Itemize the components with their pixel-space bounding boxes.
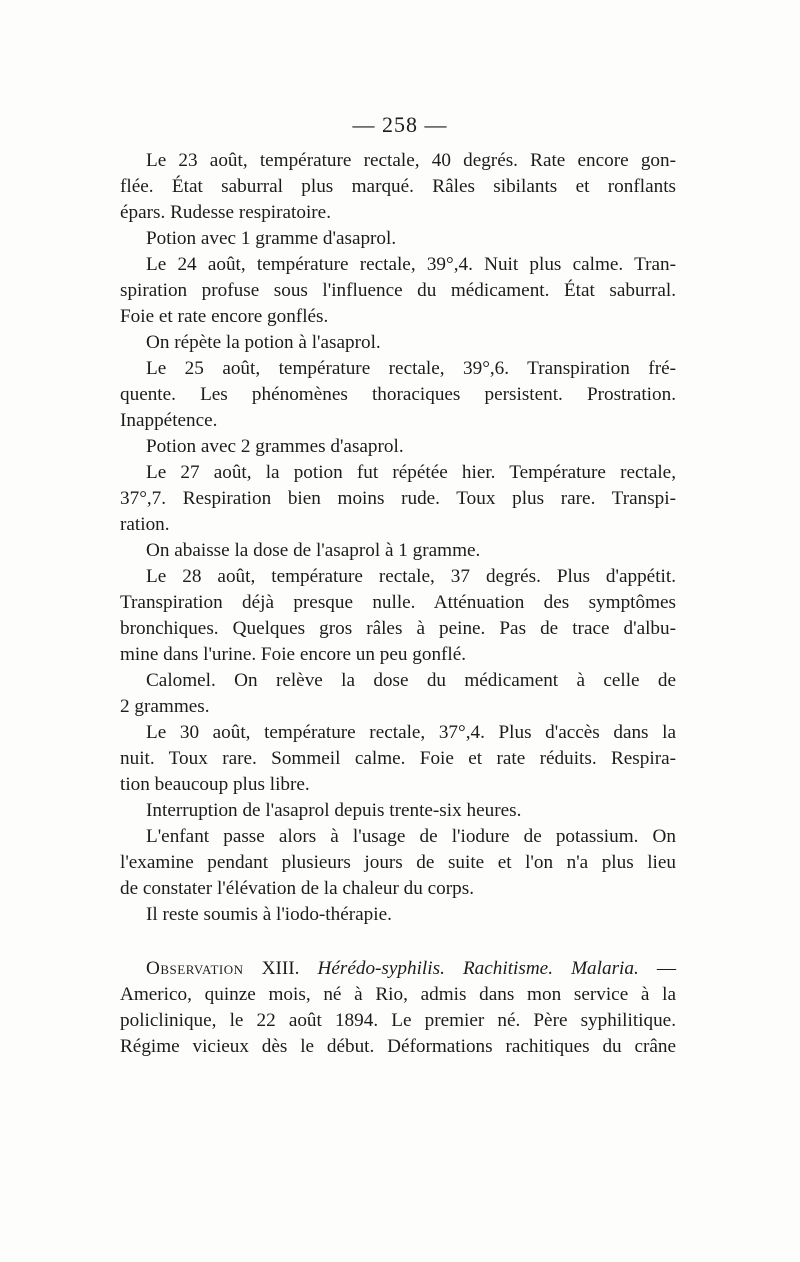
text-line: bronchiques. Quelques gros râles à peine. Pas de trace d'albu- <box>120 618 676 639</box>
text-line: 2 grammes. <box>120 696 210 717</box>
text-line: de constater l'élévation de la chaleur du corps. <box>120 878 475 899</box>
observation-title-2: Rachitisme. <box>462 958 553 979</box>
text-line: flée. État saburral plus marqué. Râles sibilants et ronflants <box>120 176 676 197</box>
text-line: policlinique, le 22 août 1894. Le premier né. Père syphilitique. <box>120 1010 676 1031</box>
text-line: Potion avec 2 grammes d'asaprol. <box>146 436 404 457</box>
text-line: 37°,7. Respiration bien moins rude. Toux plus rare. Transpi- <box>120 488 676 509</box>
text-line: Il reste soumis à l'iodo-thérapie. <box>146 904 392 925</box>
text-line: Inappétence. <box>120 410 218 431</box>
text-line: Foie et rate encore gonflés. <box>120 306 329 327</box>
observation-title-1: Hérédo-syphilis. <box>317 958 445 979</box>
text-line: Le 30 août, température rectale, 37°,4. Plus d'accès dans la <box>146 722 676 743</box>
observation-number: XIII. <box>261 958 300 979</box>
text-line: Potion avec 1 gramme d'asaprol. <box>146 228 397 249</box>
text-line: Americo, quinze mois, né à Rio, admis dans mon service à la <box>120 984 676 1005</box>
text-line: On répète la potion à l'asaprol. <box>146 332 381 353</box>
text-line: mine dans l'urine. Foie encore un peu gonflé. <box>120 644 467 665</box>
observation-dash: — <box>656 958 677 979</box>
text-line: l'examine pendant plusieurs jours de suite et l'on n'a plus lieu <box>120 852 676 873</box>
text-line: tion beaucoup plus libre. <box>120 774 310 795</box>
text-line: Le 28 août, température rectale, 37 degrés. Plus d'appétit. <box>146 566 676 587</box>
observation-label: Observation <box>146 958 244 979</box>
text-line: Le 25 août, température rectale, 39°,6. Transpiration fré- <box>146 358 676 379</box>
text-line: L'enfant passe alors à l'usage de l'iodure de potassium. On <box>146 826 676 847</box>
text-line: Transpiration déjà presque nulle. Atténuation des symptômes <box>120 592 676 613</box>
text-line: On abaisse la dose de l'asaprol à 1 gramme. <box>146 540 481 561</box>
text-line: Le 27 août, la potion fut répétée hier. Température rectale, <box>146 462 676 483</box>
observation-title-3: Malaria. <box>571 958 639 979</box>
page-number-header: — 258 — <box>352 112 448 137</box>
text-line: quente. Les phénomènes thoraciques persistent. Prostration. <box>120 384 676 405</box>
observation-heading <box>146 956 676 982</box>
text-line: Le 23 août, température rectale, 40 degrés. Rate encore gon- <box>146 150 676 171</box>
text-line: ration. <box>120 514 170 535</box>
text-line: Régime vicieux dès le début. Déformations rachitiques du crâne <box>120 1036 676 1057</box>
text-line: épars. Rudesse respiratoire. <box>120 202 331 223</box>
text-line: spiration profuse sous l'influence du médicament. État saburral. <box>120 280 676 301</box>
text-line: nuit. Toux rare. Sommeil calme. Foie et rate réduits. Respira- <box>120 748 676 769</box>
text-line: Calomel. On relève la dose du médicament à celle de <box>146 670 676 691</box>
text-line: Le 24 août, température rectale, 39°,4. Nuit plus calme. Tran- <box>146 254 676 275</box>
text-line: Interruption de l'asaprol depuis trente-six heures. <box>146 800 522 821</box>
